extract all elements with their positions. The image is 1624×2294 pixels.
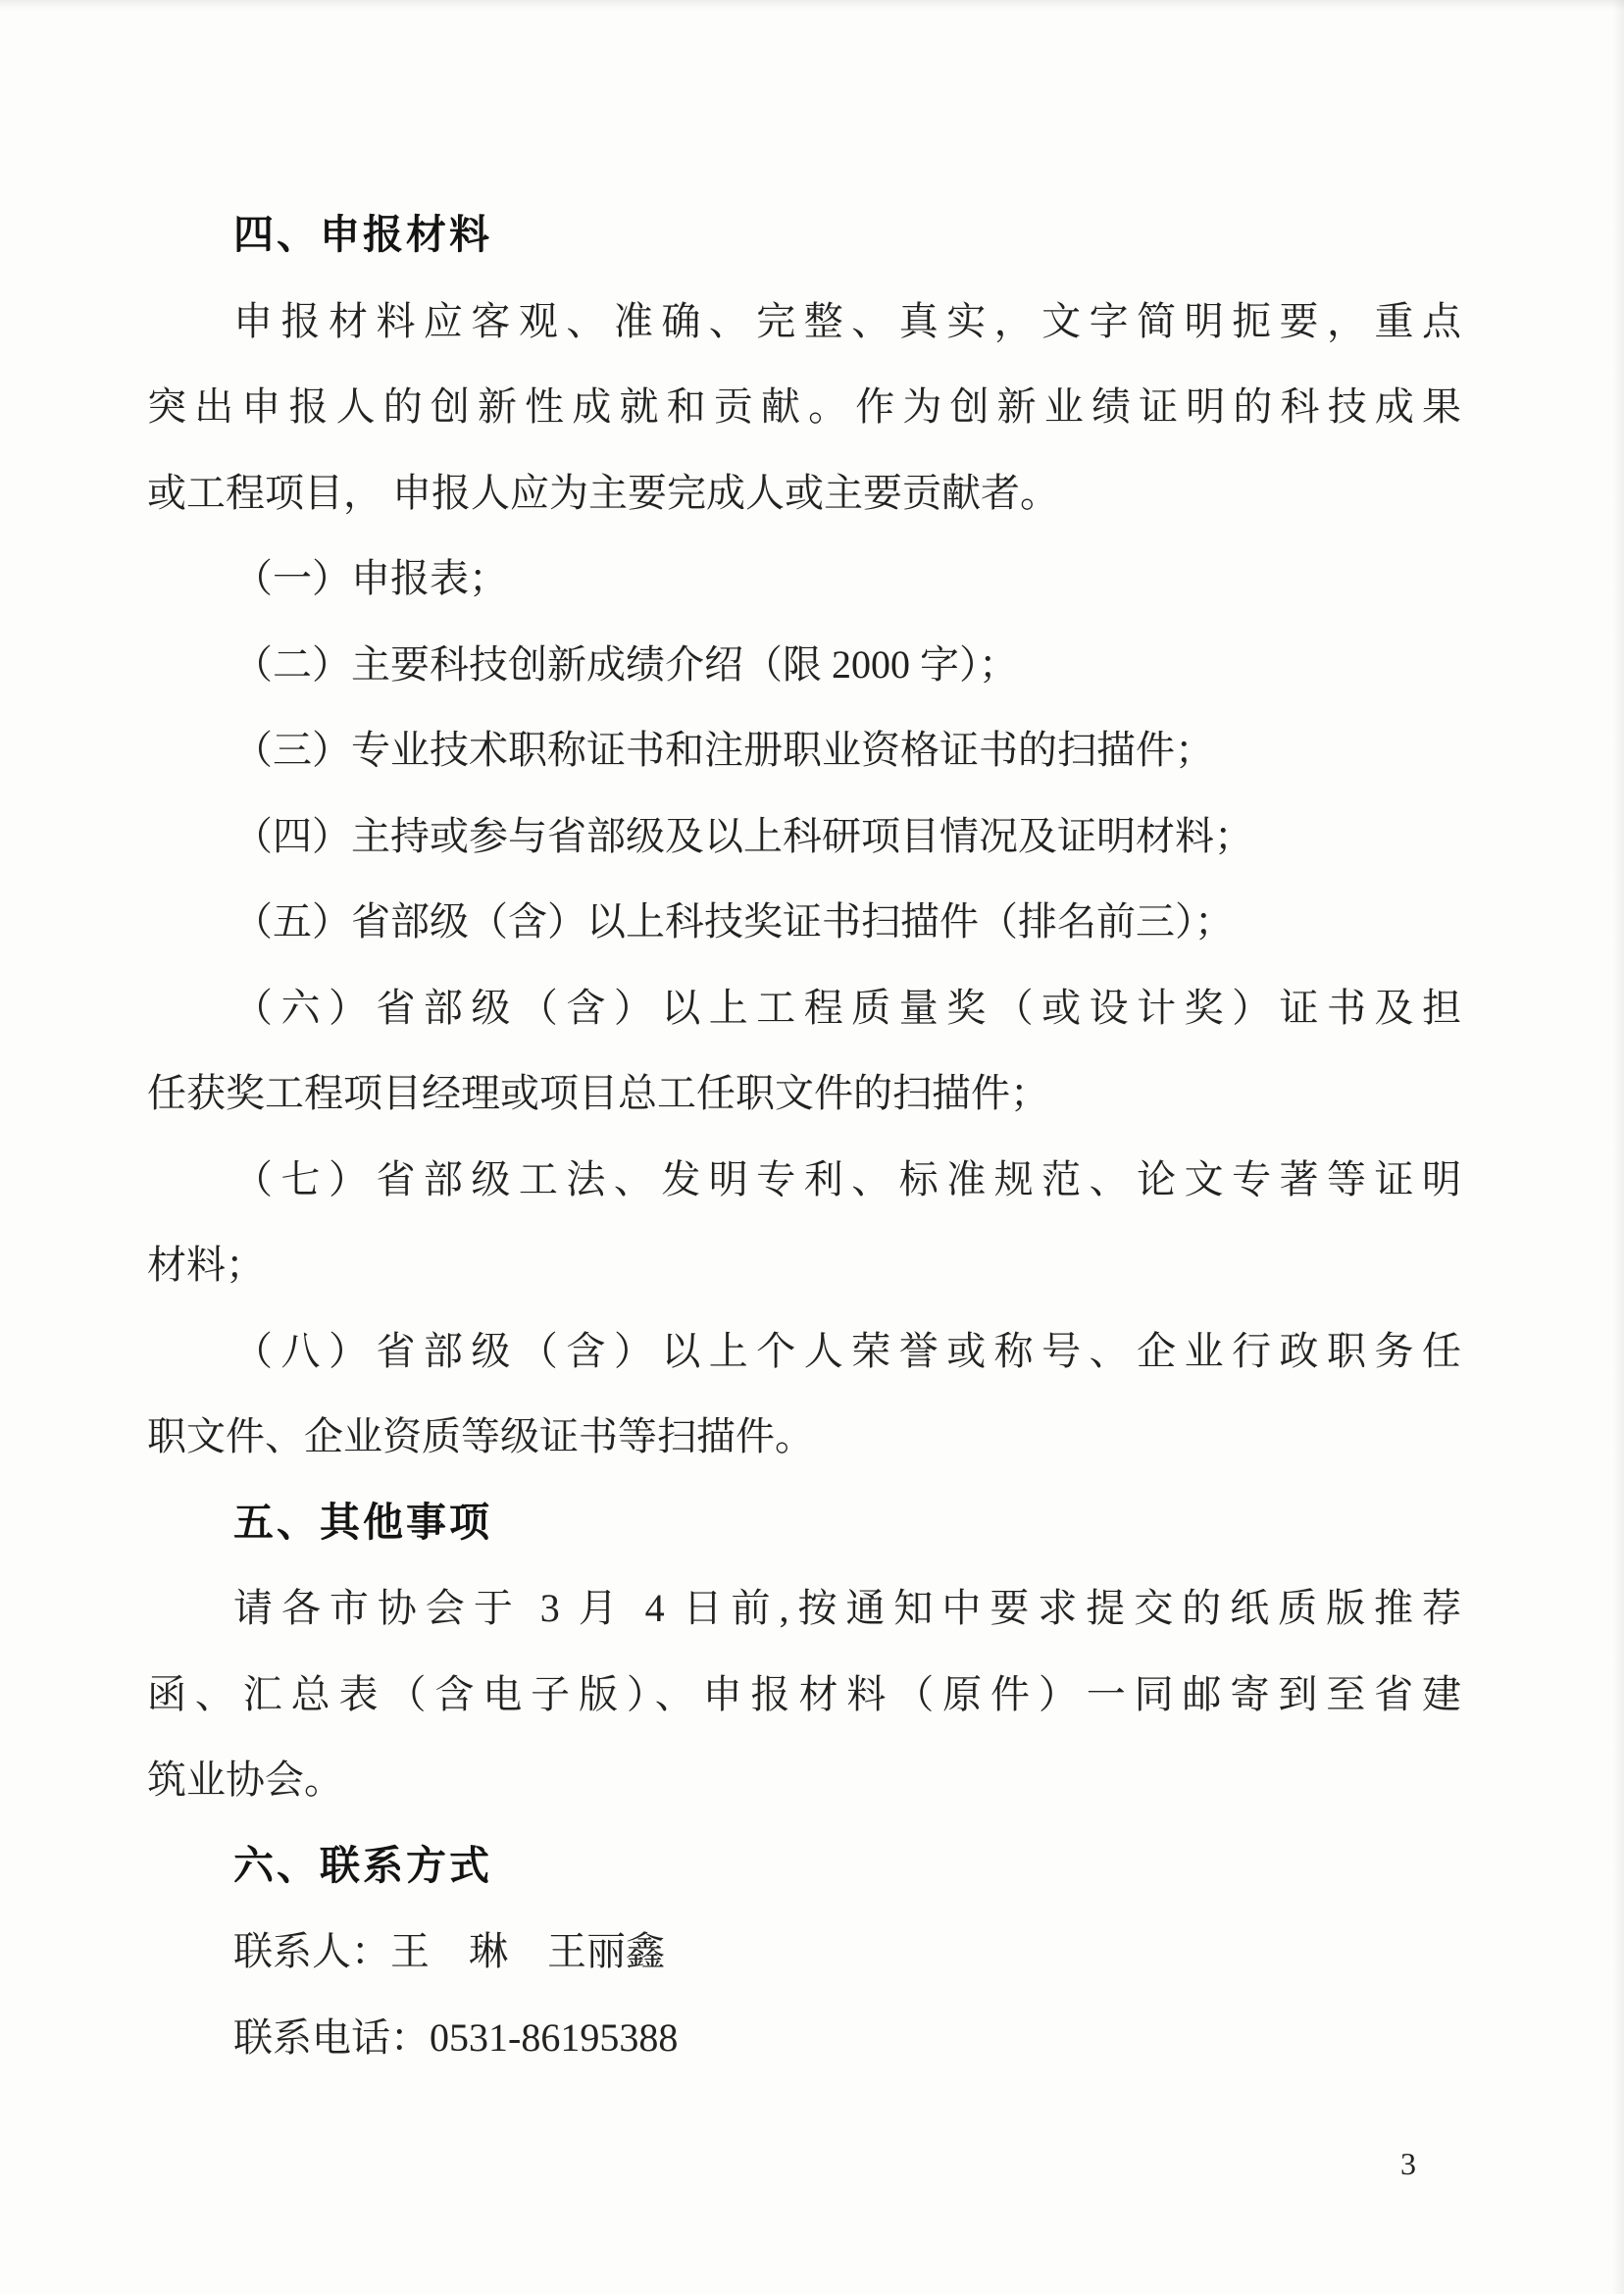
list-item-6-continued: 任获奖工程项目经理或项目总工任职文件的扫描件； bbox=[147, 1071, 1049, 1115]
list-item-5: （五）省部级（含）以上科技奖证书扫描件（排名前三）； bbox=[233, 899, 1234, 943]
section-5-heading: 五、其他事项 bbox=[233, 1499, 492, 1545]
list-item-7-continued: 材料； bbox=[147, 1243, 265, 1287]
list-item-8-continued: 职文件、企业资质等级证书等扫描件。 bbox=[147, 1414, 814, 1458]
contact-phone-line: 联系电话：0531-86195388 bbox=[233, 2014, 679, 2060]
section-6-heading: 六、联系方式 bbox=[233, 1842, 492, 1888]
body-line: 突出申报人的创新性成就和贡献。作为创新业绩证明的科技成果 bbox=[147, 384, 1461, 429]
list-item-3: （三）专业技术职称证书和注册职业资格证书的扫描件； bbox=[233, 728, 1214, 772]
list-item-2: （二）主要科技创新成绩介绍（限 2000 字）； bbox=[233, 641, 1018, 687]
list-item-7: （七）省部级工法、发明专利、标准规范、论文专著等证明 bbox=[233, 1156, 1461, 1201]
section-4-heading: 四、申报材料 bbox=[233, 212, 492, 257]
body-line: 或工程项目， 申报人应为主要完成人或主要贡献者。 bbox=[147, 470, 1059, 515]
list-item-8: （八）省部级（含）以上个人荣誉或称号、企业行政职务任 bbox=[233, 1328, 1461, 1373]
list-item-1: （一）申报表； bbox=[233, 556, 508, 600]
body-line: 请各市协会于 3 月 4 日前,按通知中要求提交的纸质版推荐 bbox=[233, 1586, 1461, 1630]
document-content bbox=[147, 192, 1461, 2080]
body-line: 函、汇总表（含电子版）、申报材料（原件）一同邮寄到至省建 bbox=[147, 1671, 1461, 1716]
contact-person-line: 联系人：王 琳 王丽鑫 bbox=[233, 1929, 665, 1973]
body-line: 筑业协会。 bbox=[147, 1758, 343, 1802]
list-item-6: （六）省部级（含）以上工程质量奖（或设计奖）证书及担 bbox=[233, 985, 1461, 1030]
body-line: 申报材料应客观、准确、完整、真实，文字简明扼要，重点 bbox=[233, 298, 1461, 343]
page-number: 3 bbox=[1400, 2146, 1416, 2181]
list-item-4: （四）主持或参与省部级及以上科研项目情况及证明材料； bbox=[233, 813, 1253, 858]
